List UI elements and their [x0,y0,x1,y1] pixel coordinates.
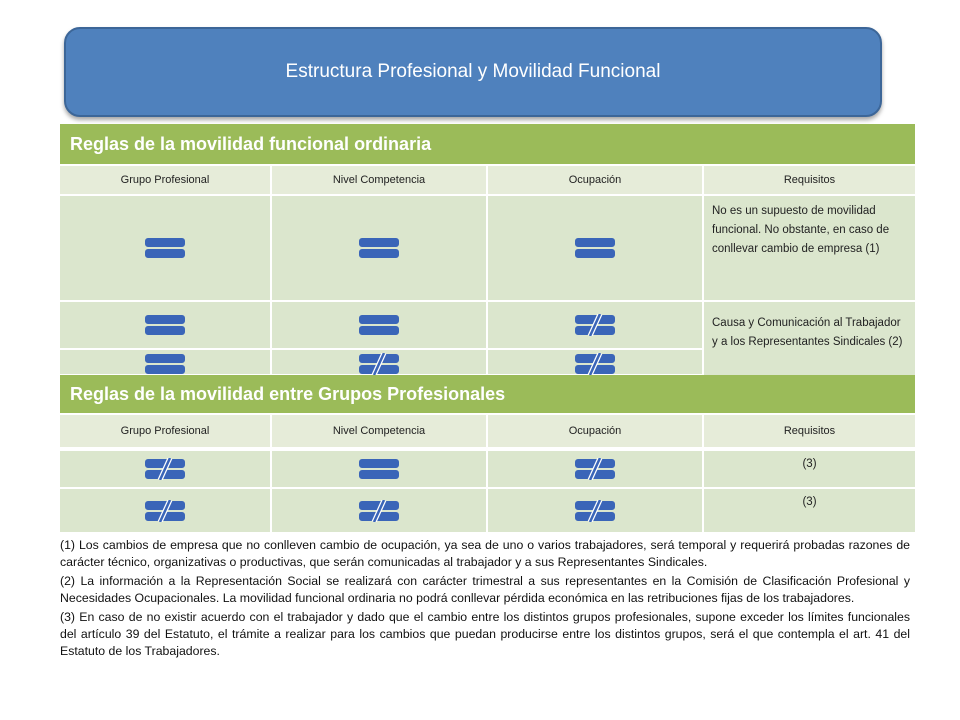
col-header-ocupacion: Ocupación [488,415,704,449]
title-banner [64,27,882,117]
not-equal-icon [575,353,615,375]
table-row [60,451,915,489]
requirement-cell: (3) [704,489,915,534]
section2-heading-text: Reglas de la movilidad entre Grupos Profesionales [70,383,506,404]
col-header-grupo: Grupo Profesional [60,166,272,196]
requirement-cell: (3) [704,451,915,489]
table-row [60,489,915,534]
table-row [60,302,915,350]
footnote-3: (3) En caso de no existir acuerdo con el trabajador y dado que el cambio entre los distintos grupos profesionales, supone exceder los límites funcionales del artículo 39 del Estatuto, el trámite a realizar para los cambios que puedan producirse entre los distintos grupos, será el que contempla el art. 41 del Estatuto de los Trabajadores. [60,610,910,658]
equal-icon [145,353,185,375]
section2-header-row [60,415,915,449]
col-header-nivel: Nivel Competencia [272,166,488,196]
table-row [60,350,915,376]
equal-icon [145,237,185,259]
footnote-1: (1) Los cambios de empresa que no conlleven cambio de ocupación, ya sea de uno o varios trabajadores, será temporal y requerirá probadas razones de carácter técnico, organizativas o productivas, que serán comunicadas al trabajador y a sus Representantes Sindicales. [60,538,910,569]
not-equal-icon [575,314,615,336]
equal-icon [359,237,399,259]
equal-icon [145,314,185,336]
section1-heading [60,124,915,164]
equal-icon [359,458,399,480]
col-header-ocupacion: Ocupación [488,166,704,196]
equal-icon [359,314,399,336]
equal-icon [575,237,615,259]
not-equal-icon [575,500,615,522]
not-equal-icon [575,458,615,480]
section1-heading-text: Reglas de la movilidad funcional ordinaria [70,133,432,154]
footnotes [60,537,910,662]
not-equal-icon [145,500,185,522]
not-equal-icon [359,500,399,522]
requirement-cell: No es un supuesto de movilidad funcional. No obstante, en caso de conllevar cambio de empresa (1) [704,196,915,302]
page-title: Estructura Profesional y Movilidad Funcional [285,61,661,82]
requirement-cell: Causa y Comunicación al Trabajador y a los Representantes Sindicales (2) [704,302,915,376]
col-header-requisitos: Requisitos [704,166,915,196]
section1-header-row [60,166,915,196]
not-equal-icon [145,458,185,480]
col-header-nivel: Nivel Competencia [272,415,488,449]
section2-heading [60,375,915,413]
not-equal-icon [359,353,399,375]
col-header-grupo: Grupo Profesional [60,415,272,449]
footnote-2: (2) La información a la Representación Social se realizará con carácter trimestral a sus representantes en la Comisión de Clasificación Profesional y Necesidades Ocupacionales. La movilidad funcional ordinaria no podrá conllevar pérdida económica en las retribuciones fijas de los trabajadores. [60,574,910,605]
table-row [60,196,915,302]
col-header-requisitos: Requisitos [704,415,915,449]
